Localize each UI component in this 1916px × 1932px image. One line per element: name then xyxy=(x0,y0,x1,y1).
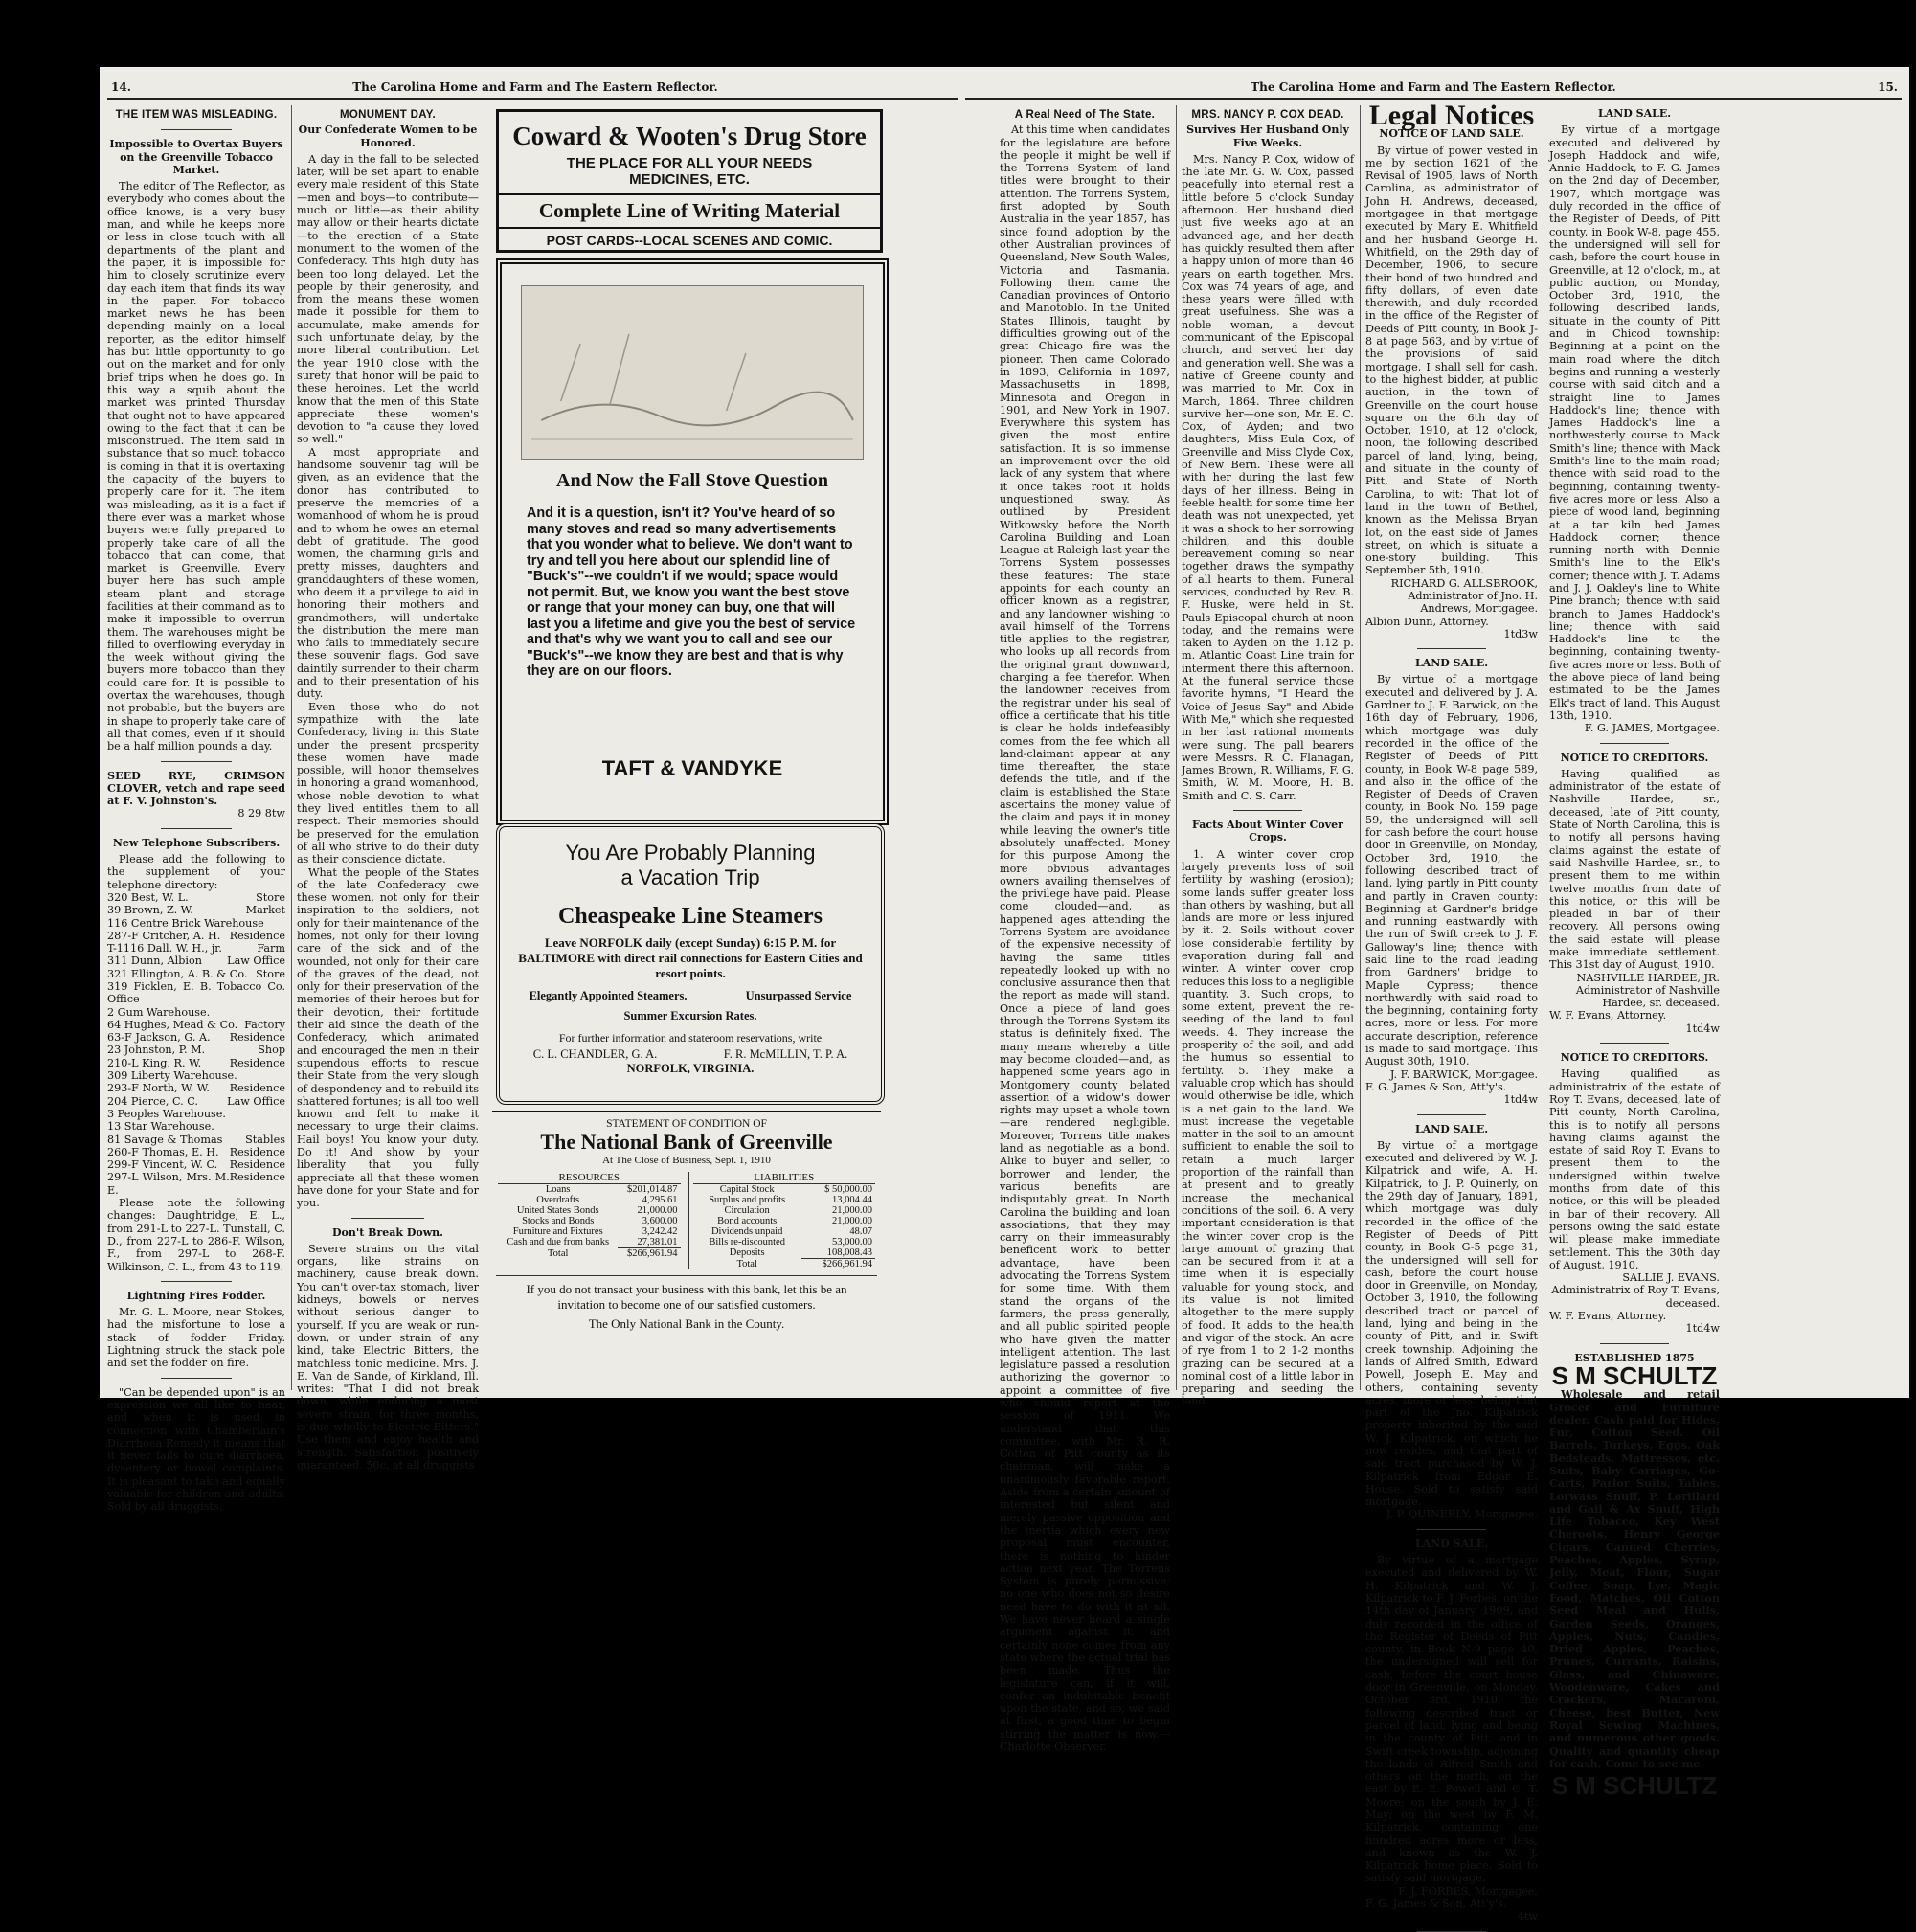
statement-amount: 48.07 xyxy=(849,1226,872,1237)
telephone-entry-type: Store xyxy=(256,967,285,980)
right-newspaper-page xyxy=(958,67,1909,1923)
legal-notice-signature: J. P. QUINERLY, Mortgagee. xyxy=(1386,1508,1538,1521)
monument-paragraph-4: What the people of the States of the late Confederacy owe these women, not only for their inspiration to the soldiers, not only for their maintenance of the homes, not only for their loving care of the sick and of the wounded, not only for their care of the graves of the dead, not only for their preservation of the memories of their heroes but for their devotion, their fortitude their aid since the death of the Confederacy, which animated and encouraged the men in their stupendous efforts to rescue their State from the very slough of despondency and to rebuild its shattered fortunes; is all too well known and felt to make it necessary to urge their claims. Hail boys! You know your duty. Do it! And show by your liberality that you fully appreciate all that these women have done for your State and for you. xyxy=(297,865,479,1210)
telephone-entry-type: Residence xyxy=(229,1031,285,1045)
stove-signature: TAFT & VANDYKE xyxy=(601,756,783,780)
telephone-entry-name: 3 Peoples Warehouse. xyxy=(107,1107,226,1120)
drug-store-tagline-1: THE PLACE FOR ALL YOUR NEEDS xyxy=(566,155,813,171)
telephone-entry-name: 63-F Jackson, G. A. xyxy=(107,1031,211,1045)
statement-item: Deposits xyxy=(729,1247,765,1259)
legal-notice-heading: LAND SALE. xyxy=(1414,1537,1489,1550)
statement-amount: $201,014.87 xyxy=(627,1184,678,1195)
telephone-entry xyxy=(107,955,285,967)
statement-row xyxy=(498,1195,681,1205)
cover-crops-headline: Facts About Winter Cover Crops. xyxy=(1192,819,1343,844)
telephone-entry-name: 320 Best, W. L. xyxy=(107,890,189,904)
column-rule xyxy=(291,105,292,1390)
right-running-title: The Carolina Home and Farm and The Eastern Reflector. xyxy=(1251,80,1616,94)
divider xyxy=(351,1218,424,1219)
statement-amount: 3,242.42 xyxy=(642,1226,678,1237)
schultz-body: Wholesale and retail Grocer and Furniture dealer. Cash paid for Hides, Fur, Cotton Seed. Oil Barrels, Turkeys, Eggs, Oak Bedsteads, Mattresses, etc. Suits, Baby Carriages, Go-Carts, Parlor Suits, Tables. Lorwass Snuff, P. Lorillard and Gail & Ax Snuff, High Life Tobacco, Key West Cheroots, Henry George Cigars, Canned Cherries, Peaches, Apples, Syrup, Jelly, Meat, Flour, Sugar Coffee, Soap, Lye, Magic Food, Matches, Oil Cotton Seed Meal and Hulls, Garden Seeds, Oranges, Apples, Nuts, Candies, Dried Apples, Peaches, Prunes, Currants, Raisins, Glass, and Chinaware, Woodenware, Cakes and Crackers, Macaroni, Cheese, best Butter, New Royal Sewing Machines, and numerous other goods. Quality and quantity cheap for cash. Come to see me. xyxy=(1549,1387,1720,1770)
bank-invitation: If you do not transact your business with this bank, let this be an invitation to become one of our satisfied customers. xyxy=(526,1282,847,1312)
statement-amount: 4,295.61 xyxy=(642,1195,678,1205)
telephone-entry xyxy=(107,891,285,904)
left-running-title: The Carolina Home and Farm and The Eastern Reflector. xyxy=(352,80,718,94)
bank-statement-label: STATEMENT OF CONDITION OF xyxy=(606,1118,767,1130)
legal-notice-attorney: Albion Dunn, Attorney. xyxy=(1365,615,1489,628)
divider xyxy=(161,1281,232,1282)
legal-notice-heading: NOTICE TO CREDITORS. xyxy=(1560,1051,1709,1065)
telephone-directory-list xyxy=(107,891,285,1197)
steamer-feature-2: Unsurpassed Service xyxy=(745,989,852,1002)
stove-advertisement xyxy=(496,258,889,825)
telephone-entry xyxy=(107,1108,285,1120)
tobacco-article-body: The editor of The Reflector, as everybody who comes about the office knows, is a very busy man, and while he keeps more or less in close touch with all departments of the plant and the paper, it is impossible for him to closely scrutinize every day each item that finds its way in the paper. For tobacco market news he has been depending mainly on a local reporter, as the editor himself has but little opportunity to go out on the market and for only brief trips when he does go. In this way a squib about the market was printed Thursday that ought not to have appeared owing to the fact that it can be misconstrued. The item said in substance that so much tobacco is coming in that it is overtaxing the capacity of the buyers to properly care for it. The item was misleading, as it is a fact if there ever was a market whose buyers were fully prepared to properly take care of all the tobacco that can come, that market is Greenville. Every buyer here has such ample steam plant and storage facilities at their command as to make it impossible to overrun them. The warehouses might be filled to overflowing everyday in the week without giving the buyers more tobacco than they could care for. It is possible to overtax the warehouses, though not probable, but the buyers are in shape to properly take care of all that comes, even if it should be a half million pounds a day. xyxy=(107,180,285,753)
legal-notice-signature: F. J. FORBES, Mortgagee. xyxy=(1398,1884,1538,1898)
statement-row xyxy=(693,1195,876,1205)
telephone-entry-name: T-1116 Dall. W. H., jr. xyxy=(107,942,222,955)
statement-item: Circulation xyxy=(724,1205,770,1216)
monument-paragraph-2: A most appropriate and handsome souvenir tag will be given, as an evidence that the donor has contributed to preserve the memories of a womanhood of whom he is proud and to whom he owes an eternal debt of gratitude. The good women, the charming girls and pretty misses, daughters and granddaughters of these women, who deem it a privilege to aid in honoring their mothers and grandmothers, will undertake the distribution the mere man who fails to immediately secure these souvenir flags. God save daintily surrender to their charm and to their presentation of his duty. xyxy=(297,445,479,701)
legal-notice xyxy=(1365,1123,1538,1530)
legal-notice-signature: RICHARD G. ALLSBROOK, Administrator of Jno. H. Andrews, Mortgagee. xyxy=(1390,576,1538,616)
telephone-entry-type: Stables xyxy=(245,1133,285,1146)
cover-crops-body: 1. A winter cover crop largely prevents loss of soil fertility by washing (erosion); some lands suffer greater loss than others by washing, but all lands are more or less injured by it. 2. Soils without cover lose considerable fertility by evaporation during fall and winter. A winter cover crop reduces this loss to a negligible quantity. 3. Such crops, to some extent, prevent the re-seeding of the land to foul weeds. 4. They increase the prosperity of the soil, and add the humus so essential to fertility. 5. They make a valuable crop which has should would otherwise be idle, which is a net gain to the land. We must increase the vegetable matter in the soil to an amount sufficient to enable the soil to retain a much larger proportion of the rainfall than at present and to greatly increase the mechanical conditions of the soil. 6. A very important consideration is that the winter cover crop is the large amount of grazing that can be secured from it at a time when it is especially valuable for young stock, and its value is not limited altogether to the mere supply of food. It adds to the health and vigor of the stock. An acre of rye from 1 to 2 1-2 months grazing can be secured at a nominal cost of a little labor in preparing and seeding the land. xyxy=(1182,847,1354,1408)
telephone-entry-type: Market xyxy=(245,904,285,917)
legal-notice-body: By virtue of a mortgage executed and delivered by W. J. Kilpatrick and wife, A. H. Kilpatrick, to J. P. Quinerly, on the 29th day of January, 1891, which mortgage was duly recorded in the office of the Register of Deeds of Pitt county, in Book G-5 page 31, the undersigned will sell for cash, before the court house door in Greenville, on Monday, October 3, 1910, the following described tract or parcel of land, lying and being in the county of Pitt, and in Swift creek township. Adjoining the lands of Alfred Smith, Edward Powell, Joseph E. May and others, containing seventy acres, more or less, being that part of the Jno. Kilpatrick property inherited by the said W. J. Kilpatrick, on which he now resides, and that part of said tract purchased by W. J. Kilpatrick from Edgar E. House. Sold to satisfy said mortgage. xyxy=(1365,1138,1538,1509)
statement-item: Bond accounts xyxy=(717,1216,778,1226)
telephone-entry xyxy=(107,1069,285,1082)
telephone-entry-name: 64 Hughes, Mead & Co. xyxy=(107,1018,238,1031)
telephone-entry-type: Residence xyxy=(229,1158,285,1172)
statement-row xyxy=(693,1205,876,1216)
telephone-entry xyxy=(107,980,285,1006)
telephone-entry xyxy=(107,917,285,930)
obituary-subhead: Survives Her Husband Only Five Weeks. xyxy=(1186,124,1349,149)
telephone-entry-type: Shop xyxy=(258,1044,285,1057)
breakdown-headline: Don't Break Down. xyxy=(332,1225,443,1239)
telephone-entry-name: 81 Savage & Thomas xyxy=(107,1133,223,1146)
telephone-entry-name: 297-L Wilson, Mrs. M. E. xyxy=(107,1171,230,1197)
statement-row xyxy=(498,1216,681,1226)
statement-row xyxy=(498,1184,681,1195)
statement-item: United States Bonds xyxy=(516,1205,599,1216)
legal-notice xyxy=(1549,1051,1720,1344)
statement-total-row xyxy=(498,1248,681,1260)
steamer-line-2: a Vacation Trip xyxy=(620,865,760,889)
telephone-entry-name: 13 Star Warehouse. xyxy=(107,1120,214,1134)
statement-item: Loans xyxy=(545,1184,571,1195)
legal-notice-signature: J. F. BARWICK, Mortgagee. xyxy=(1389,1067,1538,1081)
legal-notice-body: By virtue of a mortgage executed and delivered by J. A. Gardner to J. F. Barwick, on the 16th day of February, 1906, which mortgage was duly recorded in the office of the Register of Deeds of Pitt county, in Book W-8 page 589, and also in the office of the Register of Deeds of Craven county, in Book No. 159 page 59, the undersigned will sell for cash before the court house door in Greenville, on Monday, October 3rd, 1910, the following described tract of land, lying partly in Pitt county and partly in Craven county: Beginning at Gardner's bridge and running eastwardly with the run of Swift creek to J. F. Galloway's line; thence with said line to the road leading from Gardners' bridge to Maple Cypress; thence northwardly with said road to the beginning, containing forty acres, more or less. For more accurate description, reference is made to said mortgage. This August 30th, 1910. xyxy=(1365,673,1538,1068)
statement-amount: 27,381.01 xyxy=(637,1237,678,1247)
fire-article-body: Mr. G. L. Moore, near Stokes, had the misfortune to lose a stack of fodder Friday. Lightning struck the stack pole and set the fodder on fire. xyxy=(107,1306,285,1370)
right-page-number: 15. xyxy=(1878,80,1898,94)
legal-notice-code: 1td4w xyxy=(1503,1093,1538,1107)
legal-notice-attorney: F. G. James & Son, Att'y's. xyxy=(1365,1898,1507,1911)
drug-store-name: Coward & Wooten's Drug Store xyxy=(512,122,867,150)
steamer-city: NORFOLK, VIRGINIA. xyxy=(626,1062,755,1075)
resources-table xyxy=(498,1184,681,1259)
statement-total-row xyxy=(693,1259,876,1270)
right-running-head xyxy=(965,80,1902,100)
telephone-entry-name: 293-F North, W. W. xyxy=(107,1082,210,1095)
legal-notice-body: Having qualified as administratrix of the estate of Roy T. Evans, deceased, late of Pitt county, North Carolina, this is to notify all persons having claims against the estate of said Roy T. Evans to present them to the undersigned within twelve months from date of this notice, or this will be pleaded in bar of their recovery. All persons owing the said estate will please make immediate settlement. This the 30th day of August, 1910. xyxy=(1549,1067,1720,1271)
telephone-entry-type: Residence xyxy=(229,1056,285,1069)
right-column-2 xyxy=(1182,105,1354,1408)
telephone-entry xyxy=(107,1171,285,1197)
legal-notice xyxy=(1549,107,1720,744)
statement-amount: 21,000.00 xyxy=(832,1205,872,1216)
remedy-article-body: "Can be depended upon" is an expression we all like to hear, and when it is used in connection with Chamberlain's Diarrhoea Remedy it means that it never fails to cure diarrhoea, dysentery or bowel complaints. It is pleasant to take and equally valuable for children and adults. Sold by all druggists. xyxy=(107,1385,285,1514)
statement-total-label: Total xyxy=(736,1258,757,1269)
drug-store-advertisement xyxy=(496,109,883,253)
stove-headline: And Now the Fall Stove Question xyxy=(556,470,828,491)
telephone-entry xyxy=(107,1057,285,1069)
legal-notice-attorney: W. F. Evans, Attorney. xyxy=(1549,1009,1667,1022)
left-running-head xyxy=(107,80,963,100)
obituary-body: Mrs. Nancy P. Cox, widow of the late Mr. G. W. Cox, passed peacefully into eternal rest a little before 5 o'clock Sunday afternoon. Her husband died just five weeks ago at an advanced age, and her death has quickly resulted them after a happy union of more than 46 years on earth together. Mrs. Cox was 74 years of age, and these years were filled with great usefulness. She was a noble woman, a devout communicant of the Episcopal church, and served her day and generation well. She was a native of Greene county and was married to Mr. Cox in March, 1864. Three children survive her—one son, Mr. E. C. Cox, of Ayden; and two daughters, Miss Eula Cox, of Greenville and Miss Clyde Cox, of New Bern. These were all with her during the last few days of her illness. Being in feeble health for some time her death was not unexpected, yet it was a shock to her sorrowing children, and this double bereavement coming so near together draws the sympathy of all hearts to them. Funeral services, conducted by Rev. B. F. Huske, were held in St. Pauls Episcopal church at noon today, and the remains were taken to Ayden on the 1.12 p. m. Atlantic Coast Line train for interment there this afternoon. At the funeral service those favorite hymns, "I Heard the Voice of Jesus Say" and Abide With Me," which she requested in her last rational moments were sung. The pall bearers were Messrs. R. C. Flanagan, James Brown, R. Williams, F. G. Smith, W. M. Moore, H. B. Smith and C. S. Carr. xyxy=(1182,152,1354,802)
post-cards-line: POST CARDS--LOCAL SCENES AND COMIC. xyxy=(546,233,833,248)
left-page-number: 14. xyxy=(111,80,131,94)
legal-notice-signature: NASHVILLE HARDEE, JR. Administrator of Nashville Hardee, sr. deceased. xyxy=(1575,971,1720,1010)
statement-amount: 53,000.00 xyxy=(832,1237,872,1247)
telephone-entry xyxy=(107,930,285,942)
legal-notice-code: 1td4w xyxy=(1685,1022,1720,1035)
statement-row xyxy=(693,1216,876,1226)
legal-notice xyxy=(1365,1538,1538,1932)
schultz-established: ESTABLISHED 1875 xyxy=(1574,1351,1695,1364)
legal-notice xyxy=(1549,752,1720,1045)
telephone-entry-name: 321 Ellington, A. B. & Co. xyxy=(107,967,248,980)
statement-row xyxy=(498,1237,681,1248)
telephone-changes: Please note the following changes: Daughtridge, E. L., from 291-L to 227-L. Tunstall, C. D., from 227-L to 286-F. Wilson, F., from 297-L to 268-F. Wilkinson, C. L., from 43 to 119. xyxy=(107,1197,285,1273)
telephone-entry-name: 309 Liberty Warehouse. xyxy=(107,1069,237,1083)
bank-statement-advertisement xyxy=(492,1111,881,1386)
telephone-entry-type: Residence xyxy=(229,929,285,942)
legal-notice-heading: LAND SALE. xyxy=(1414,1122,1489,1135)
steamer-feature-1: Elegantly Appointed Steamers. xyxy=(529,989,688,1002)
statement-total-label: Total xyxy=(547,1247,569,1259)
schultz-name: S M SCHULTZ xyxy=(1551,1360,1718,1390)
legal-notice-code: 1td4w xyxy=(1685,1322,1720,1336)
statement-item: Capital Stock xyxy=(719,1184,775,1195)
column-rule xyxy=(1176,105,1177,1390)
legal-notice-signature: SALLIE J. EVANS. Administratrix of Roy T. Evans, deceased. xyxy=(1551,1271,1720,1310)
telephone-entry-type: Factory xyxy=(244,1018,285,1031)
monument-subhead: Our Confederate Women to be Honored. xyxy=(298,124,478,149)
telephone-entry-type: Law Office xyxy=(227,955,285,968)
divider xyxy=(1417,1114,1486,1115)
statement-item: Overdrafts xyxy=(536,1195,580,1205)
legal-notice-body: By virtue of power vested in me by section 1621 of the Revisal of 1905, laws of North Carolina, as administrator of John H. Andrews, deceased, mortgagee in that mortgage executed by Mary E. Whitfield and her husband George H. Whitfield, on the 29th day of December, 1906, to secure their bond of two hundred and fifty dollars, of even date therewith, and duly recorded in the office of the Register of Deeds of Pitt county, in Book J-8 at page 563, and by virtue of the provisions of said mortgage, I shall sell for cash, to the highest bidder, at public auction, in the town of Greenville on the court house square on the 6th day of October, 1910, at 12 o'clock, noon, the following described parcel of land, lying, being, and situate in the county of Pitt, and State of North Carolina, to wit: That lot of land in the town of Bethel, known as the Melissa Bryan lot, on the east side of James street, on which is situate a one-story building. This September 5th, 1910. xyxy=(1365,144,1538,577)
statement-amount: 21,000.00 xyxy=(637,1205,678,1216)
schultz-advertisement xyxy=(1549,1351,1720,1801)
statement-row xyxy=(693,1226,876,1237)
right-column-4-legal xyxy=(1549,105,1720,1801)
telephone-entry-type: Residence xyxy=(229,1171,285,1184)
telephone-entry-name: 311 Dunn, Albion xyxy=(107,955,202,968)
statement-amount: 3,600.00 xyxy=(642,1216,678,1226)
legal-notice xyxy=(1365,127,1538,649)
bank-tagline: The Only National Bank in the County. xyxy=(588,1316,785,1331)
statement-amount: 13,004.44 xyxy=(832,1195,872,1205)
statement-amount: 108,008.43 xyxy=(826,1247,872,1258)
stove-illustration xyxy=(521,285,864,460)
telephone-entry-name: 319 Ficklen, E. B. Tobacco Co. Office xyxy=(107,980,285,1006)
telephone-entry xyxy=(107,1006,285,1019)
monument-paragraph-3: Even those who do not sympathize with the late Confederacy, living in this State under the present prosperity these women have made possible, will honor themselves in honoring a grand womanhood, whose noble devotion to what they lived entitles them to all respect. Their memories should be preserved for the emulation of all who strive to do their duty as their conscience dictate. xyxy=(297,700,479,866)
statement-amount: $ 50,000.00 xyxy=(824,1184,872,1195)
torrens-headline: A Real Need of The State. xyxy=(1014,109,1156,121)
telephone-headline: New Telephone Subscribers. xyxy=(112,836,281,849)
legal-notice-heading: NOTICE OF LAND SALE. xyxy=(1379,127,1524,141)
right-column-1 xyxy=(1000,105,1170,1753)
divider xyxy=(1417,648,1486,649)
telephone-entry xyxy=(107,1146,285,1158)
legal-notice-code: 1td3w xyxy=(1503,627,1538,640)
statement-item: Dividends unpaid xyxy=(710,1226,783,1237)
steamer-advertisement xyxy=(496,823,885,1105)
bank-statement-date: At The Close of Business, Sept. 1, 1910 xyxy=(602,1155,771,1166)
telephone-entry-name: 299-F Vincent, W. C. xyxy=(107,1158,218,1172)
telephone-entry xyxy=(107,1120,285,1133)
legal-notice-heading: NOTICE TO CREDITORS. xyxy=(1560,751,1709,764)
statement-row xyxy=(693,1184,876,1195)
legal-notices-title: Legal Notices xyxy=(1368,100,1535,131)
divider xyxy=(161,828,232,829)
torrens-article-body: At this time when candidates for the legislature are before the people it might be well if the Torrens System of land titles were brought to their attention. The Torrens System, first adopted by South Australia in the year 1857, has since found adoption by the other Australian provinces of Queensland, New South Wales, Victoria and Tasmania. Following them came the Canadian provinces of Ontorio and Manotoblo. In the United States Illinois, taught by difficulties growing out of the great Chicago fire was the pioneer. Then came Colorado in 1893, California in 1897, Massachusetts in 1898, Minnesota and Oregon in 1901, and New York in 1907. Everywhere this system has given the most entire satisfaction. It is so immense an improvement over the old lack of any system that where it once takes root it holds unquestioned sway. As outlined by President Witkowsky before the North Carolina Building and Loan League at Raleigh last year the Torrens System possesses these features: The state appoints for each county an officer known as a registrar, and any landowner wishing to avail himself of the Torrens title applies to the registrar, who looks up all records from the original grant downward, charging a fee therefor. When the landowner receives from the registrar under his seal of office a certificate that his title is clear he holds indefeasibly comes from the fee which all land-claimant appear at any time thereafter, the state defends the title, and if the claim is established the State ascertains the money value of the claim and pays it in money while leaving the owner's title absolutely unaffected. Money for this purpose Among the more obvious advantages owners availing themselves of the privilege have paid. Please come clouded—and, as happened ages attending the Torrens System are avoidance of the expensive necessity of having the same titles repeatedly looked up with no conclusive assurance then that the report as made will stand. Once a piece of land goes through the Torrens System its status is definitely fixed. The many means whereby a title may become clouded—and, as happened some years ago in Montgomery county belated assertion of a widow's dower rights may upset a whole town—are rendered negligible. Moreover, Torrens title makes land as negotiable as a bond. Alike to buyer and seller, to borrower and lender, the various benefits are indisputably great. In North Carolina the building and loan associations, that they may carry on their immeasurably beneficent work to better advantage, have been advocating the Torrens System for some time. With them stand the organs of the farmers, the press generally, and all public spirited people who have given the matter intelligent attention. The last legislature passed a resolution authorizing the governor to appoint a committee of five who should report at the session of 1911. We understand that this committee, with Mr. R. R. Cotten of Pitt county as its chairman, will make a unanimously favorable report. Aside from a certain amount of interested but silent and merely passive opposition and the inertia which every new proposal must encounter, there is nothing to hinder action next year. The Torrens System is purely permissive; no one who does not so desire need have to do with it at all. We have never heard a single argument against it, and certainly none comes from any state where the actual trial has been made. Thus the legislature can, if it will, confer an indubitable benefit upon the state, and so, we said at first, a good time to begin stirring the matter is now.—Charlotte Observer. xyxy=(1000,124,1170,1753)
steamer-company: Cheaspeake Line Steamers xyxy=(558,904,823,929)
monument-headline: MONUMENT DAY. xyxy=(340,109,436,121)
stove-body: And it is a question, isn't it? You've heard of so many stoves and read so many advertisements that you wonder what to believe. We don't want to try and tell you here about our splendid line of "Buck's"--we couldn't if we would; space would not permit. But, we know you want the best stove or range that your money can buy, one that will last you a lifetime and give you the best of service and that's why we want you to call and see our "Buck's"--we know they are best and that is why they are on our floors. xyxy=(527,505,856,679)
writing-material-line: Complete Line of Writing Material xyxy=(538,199,841,222)
divider xyxy=(1417,1529,1486,1530)
monument-paragraph-1: A day in the fall to be selected later, will be set apart to enable every male resident of this State—men and boys—to contribute—much or little—as their ability may allow or their hearts dictate—to the erection of a State monument to the women of the Confederacy. This high duty has been too long delayed. Let the people by their generosity, and from the means these women made it possible for them to accumulate, make amends for such unfortunate delay, by the more liberal contribution. Let the year 1910 close with the surety that honor will be paid to these heroines. Let the world know that the men of this State appreciate these women's devotion to "a cause they loved so well." xyxy=(297,152,479,446)
statement-item: Surplus and profits xyxy=(709,1195,786,1205)
legal-notice-code: 4tw xyxy=(1517,1910,1538,1923)
statement-row xyxy=(693,1247,876,1259)
telephone-entry-name: 39 Brown, Z. W. xyxy=(107,904,193,917)
telephone-entry-name: 23 Johnston, P. M. xyxy=(107,1044,206,1057)
seed-classified: SEED RYE, CRIMSON CLOVER, vetch and rape seed at F. V. Johnston's. xyxy=(107,768,285,808)
legal-notice-body: Having qualified as administrator of the estate of Nashville Hardee, sr., deceased, late of Pitt county, State of North Carolina, this is to notify all persons having claims against the estate of said Nashville Hardee, sr., to present them to me within twelve months from date of this notice, or this will be pleaded in bar of their recovery. All persons owing the said estate will please make immediate settlement. This 31st day of August, 1910. xyxy=(1549,767,1720,972)
telephone-entry-name: 116 Centre Brick Warehouse xyxy=(107,916,264,930)
telephone-entry-name: 2 Gum Warehouse. xyxy=(107,1005,211,1019)
telephone-entry xyxy=(107,1134,285,1146)
telephone-entry xyxy=(107,1044,285,1056)
telephone-entry-type: Residence xyxy=(229,1145,285,1158)
fire-headline: Lightning Fires Fodder. xyxy=(126,1289,266,1302)
statement-amount: 21,000.00 xyxy=(832,1216,872,1226)
telephone-entry-type: Store xyxy=(256,890,285,904)
breakdown-article-body: Severe strains on the vital organs, like strains on machinery, cause break down. You can't over-tax stomach, liver kidneys, bowels or nerves without serious danger to yourself. If you are weak or run-down, or under strain of any kind, take Electric Bitters, the matchless tonic medicine. Mrs. J. E. Van de Sande, of Kirkland, Ill. writes: "That I did not break down, while enduring a most severe strain, for three months, is due wholly to Electric Bitters." Use them and enjoy health and strength. Satisfaction positively guaranteed. 50c. at all druggists xyxy=(297,1242,479,1471)
statement-total-amount: $266,961.94 xyxy=(801,1259,875,1270)
telephone-entry-type: Farm xyxy=(257,942,285,955)
liabilities-header: LIABILITIES xyxy=(693,1172,876,1184)
telephone-entry-type: Law Office xyxy=(227,1094,285,1108)
left-newspaper-page xyxy=(100,67,971,1514)
left-column-1 xyxy=(107,105,285,1514)
drug-store-tagline-2: MEDICINES, ETC. xyxy=(629,171,750,188)
tobacco-headline: THE ITEM WAS MISLEADING. xyxy=(115,109,278,121)
legal-notice-body: By virtue of a mortgage executed and delivered by Joseph Haddock and wife, Annie Haddock, to F. G. James on the 2nd day of December, 1907, which mortgage was duly recorded in the office of the Register of Deeds, of Pitt county, in Book W-8, page 455, the undersigned will sell for cash, before the court house in Greenville, at 12 o'clock, m., at public auction, on Monday, October 3rd, 1910, the following described lands, situate in the county of Pitt and in Chicod township: Beginning at a point on the main road where the ditch begins and running a westerly course with said ditch and a straight line to James Haddock's line; thence with James Haddock's line a northwesterly course to Mack Smith's line; thence with Mack Smith's line to the main road; thence with said road to the beginning, containing twenty-five acres more or less. Also a piece of wood land, beginning at a tar kiln bed James Haddock corner; thence running north with Dennie Smith's line to the Elk's corner; thence with J. T. Adams and J. J. Oakley's line to White Pine branch; thence with said branch to James Haddock's line; thence with said Haddock's line to the beginning, containing twenty-five acres more or less. Both of the above piece of land being estimated to be the James Elk's tract of land. This August 13th, 1910. xyxy=(1549,124,1720,722)
liabilities-table xyxy=(693,1184,876,1269)
telephone-entry-name: 210-L King, R. W. xyxy=(107,1056,202,1069)
steamer-agent-2: F. R. McMILLIN, T. P. A. xyxy=(723,1047,848,1061)
statement-row xyxy=(693,1237,876,1247)
divider xyxy=(161,1378,232,1379)
seed-classified-code: 8 29 8tw xyxy=(237,807,285,820)
legal-notice-signature: F. G. JAMES, Mortgagee. xyxy=(1584,722,1720,735)
legal-notice xyxy=(1365,657,1538,1114)
telephone-entry xyxy=(107,1158,285,1171)
telephone-entry xyxy=(107,968,285,980)
statement-row xyxy=(498,1226,681,1237)
legal-notice-attorney: W. F. Evans, Attorney. xyxy=(1549,1310,1667,1323)
steamer-summer-rates: Summer Excursion Rates. xyxy=(623,1009,757,1022)
divider xyxy=(1233,810,1302,811)
legal-notice-attorney: F. G. James & Son, Att'y's. xyxy=(1365,1080,1507,1093)
obituary-headline: MRS. NANCY P. COX DEAD. xyxy=(1191,109,1344,121)
legal-notice-heading: LAND SALE. xyxy=(1414,657,1489,670)
telephone-entry-name: 287-F Critcher, A. H. xyxy=(107,929,221,942)
bank-name: The National Bank of Greenville xyxy=(540,1130,833,1154)
divider xyxy=(1600,743,1668,744)
steamer-agent-1: C. L. CHANDLER, G. A. xyxy=(532,1047,658,1061)
statement-item: Cash and due from banks xyxy=(507,1237,610,1248)
divider xyxy=(1600,1043,1668,1044)
telephone-entry xyxy=(107,904,285,916)
telephone-entry xyxy=(107,1019,285,1031)
statement-item: Bills re-discounted xyxy=(709,1237,785,1247)
telephone-entry xyxy=(107,1095,285,1108)
steamer-info: For further information and stateroom reservations, write xyxy=(558,1031,823,1045)
statement-total-amount: $266,961.94 xyxy=(618,1248,680,1260)
telephone-entry-type: Residence xyxy=(229,1082,285,1095)
tobacco-subhead: Impossible to Overtax Buyers on the Greenville Tobacco Market. xyxy=(109,138,283,176)
right-column-3-legal xyxy=(1365,100,1538,1923)
telephone-entry-name: 204 Pierce, C. C. xyxy=(107,1094,198,1108)
divider xyxy=(161,129,232,130)
telephone-entry xyxy=(107,942,285,955)
resources-header: RESOURCES xyxy=(498,1172,681,1184)
divider xyxy=(1600,1343,1668,1344)
steamer-line-1: You Are Probably Planning xyxy=(565,841,816,865)
telephone-entry-name: 260-F Thomas, E. H. xyxy=(107,1145,219,1158)
schultz-name-footer: S M SCHULTZ xyxy=(1551,1771,1718,1801)
telephone-intro: Please add the following to the supplement of your telephone directory: xyxy=(107,853,285,891)
legal-notice-body: By virtue of a mortgage executed and delivered by W. H. Kilpatrick and W. J. Kilpatrick to F. J. Forbes, on the 14th day of January, 1909, and duly recorded in the office of the Register of Deeds of Pitt county, in Book N-9 page 40, the undersigned will sell for cash, before the court house door in Greenville, on Monday, October 3rd, 1910, the following described tract or parcel of land, lying and being in the county of Pitt, and in Swift creek township, adjoining the lands of Alfred Smith and others on the north; on the east by E. E. Powell and C. T. Moore; on the south by J. E. May; on the west by F. M. Kilpatrick, containing one hundred acres more or less, and known as the W. J. Kilpatrick home place. Sold to satisfy said mortgage. xyxy=(1365,1554,1538,1885)
telephone-entry xyxy=(107,1082,285,1094)
statement-item: Stocks and Bonds xyxy=(522,1216,595,1226)
legal-notice-heading: LAND SALE. xyxy=(1597,107,1672,120)
statement-row xyxy=(498,1205,681,1216)
column-rule xyxy=(1360,105,1361,1390)
divider xyxy=(161,761,232,762)
steamer-schedule: Leave NORFOLK daily (except Sunday) 6:15 P. M. for BALTIMORE with direct rail connections for Eastern Cities and resort points. xyxy=(518,935,863,980)
statement-item: Furniture and Fixtures xyxy=(512,1226,603,1237)
telephone-entry xyxy=(107,1031,285,1044)
left-column-2 xyxy=(297,105,479,1471)
